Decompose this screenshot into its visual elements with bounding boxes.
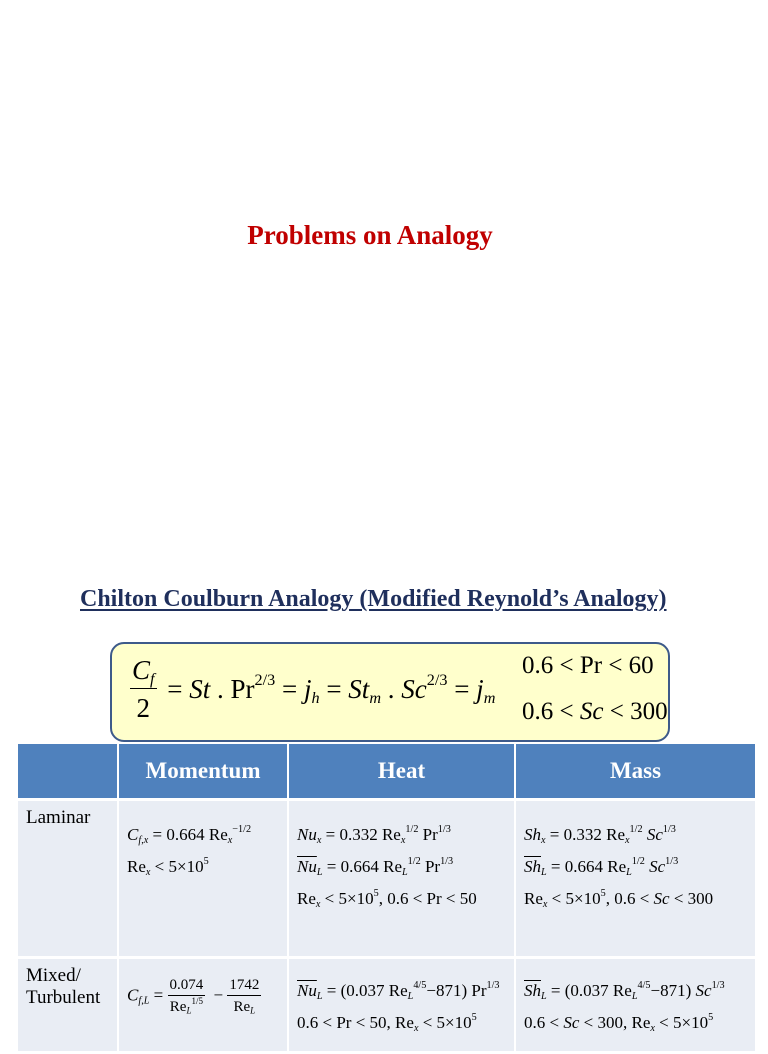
cell-turbulent-momentum: $C_{f,L}$ = $\frac{0.074}{Re_L^{1/5}}$ − $\frac{1742}{Re_L}$: [118, 958, 288, 1053]
cell-turbulent-heat: $\overline{Nu}_L = (0.037$ $Re_L^{4/5}-871$) $Pr^{1/3}$ 0.6 < Pr < 50, $Re_x < 5\times 10^5$: [288, 958, 515, 1053]
condition-pr: 0.6 < Pr < 60: [522, 652, 654, 679]
cell-laminar-heat: $Nu_x = 0.332$ $Re_x^{1/2}$ $Pr^{1/3}$ $\overline{Nu}_L = 0.664$ $Re_L^{1/2}$ $Pr^{1/3}$ $Re_x < 5\times 10^5$, 0.6 < Pr < 50: [288, 800, 515, 958]
chilton-colburn-formula-box: [110, 642, 670, 742]
condition-sc: 0.6 < Sc < 300: [522, 698, 668, 725]
row-label-line1: Mixed/: [26, 965, 81, 986]
header-mass: Mass: [515, 744, 756, 800]
row-label-line2: Turbulent: [26, 987, 101, 1008]
header-heat: Heat: [288, 744, 515, 800]
table-row-laminar: [18, 800, 756, 958]
row-label-laminar: Laminar: [18, 800, 118, 958]
cell-turbulent-mass: $\overline{Sh}_L = (0.037$ $Re_L^{4/5}-871$) $Sc^{1/3}$ 0.6 < Sc < 300, $Re_x < 5\times 10^5$: [515, 958, 756, 1053]
row-label-turbulent: [18, 958, 118, 1053]
main-equation: [130, 652, 495, 727]
cf-over-2-fraction: $\frac{C_f}{2}$: [130, 652, 157, 727]
table-row-turbulent: [18, 958, 756, 1053]
slide-title: Problems on Analogy: [247, 220, 493, 250]
cell-laminar-mass: $Sh_x = 0.332$ $Re_x^{1/2}$ $Sc^{1/3}$ $\overline{Sh}_L = 0.664$ $Re_L^{1/2}$ $Sc^{1/3}$ $Re_x < 5\times 10^5$, 0.6 < Sc < 300: [515, 800, 756, 958]
header-blank: [18, 744, 118, 800]
header-momentum: Momentum: [118, 744, 288, 800]
cell-laminar-momentum: $C_{f,x} = 0.664$ $Re_x^{-1/2}$ $Re_x < 5\times 10^5$: [118, 800, 288, 958]
slide-subtitle: Chilton Coulburn Analogy (Modified Reynold’s Analogy): [80, 586, 667, 612]
equation-chain: = St . $Pr^{2/3} = j_h = St_m$ . $Sc^{2/3} = j_m$: [167, 671, 496, 707]
table-header-row: [18, 744, 756, 800]
analogy-table: [18, 744, 757, 1054]
